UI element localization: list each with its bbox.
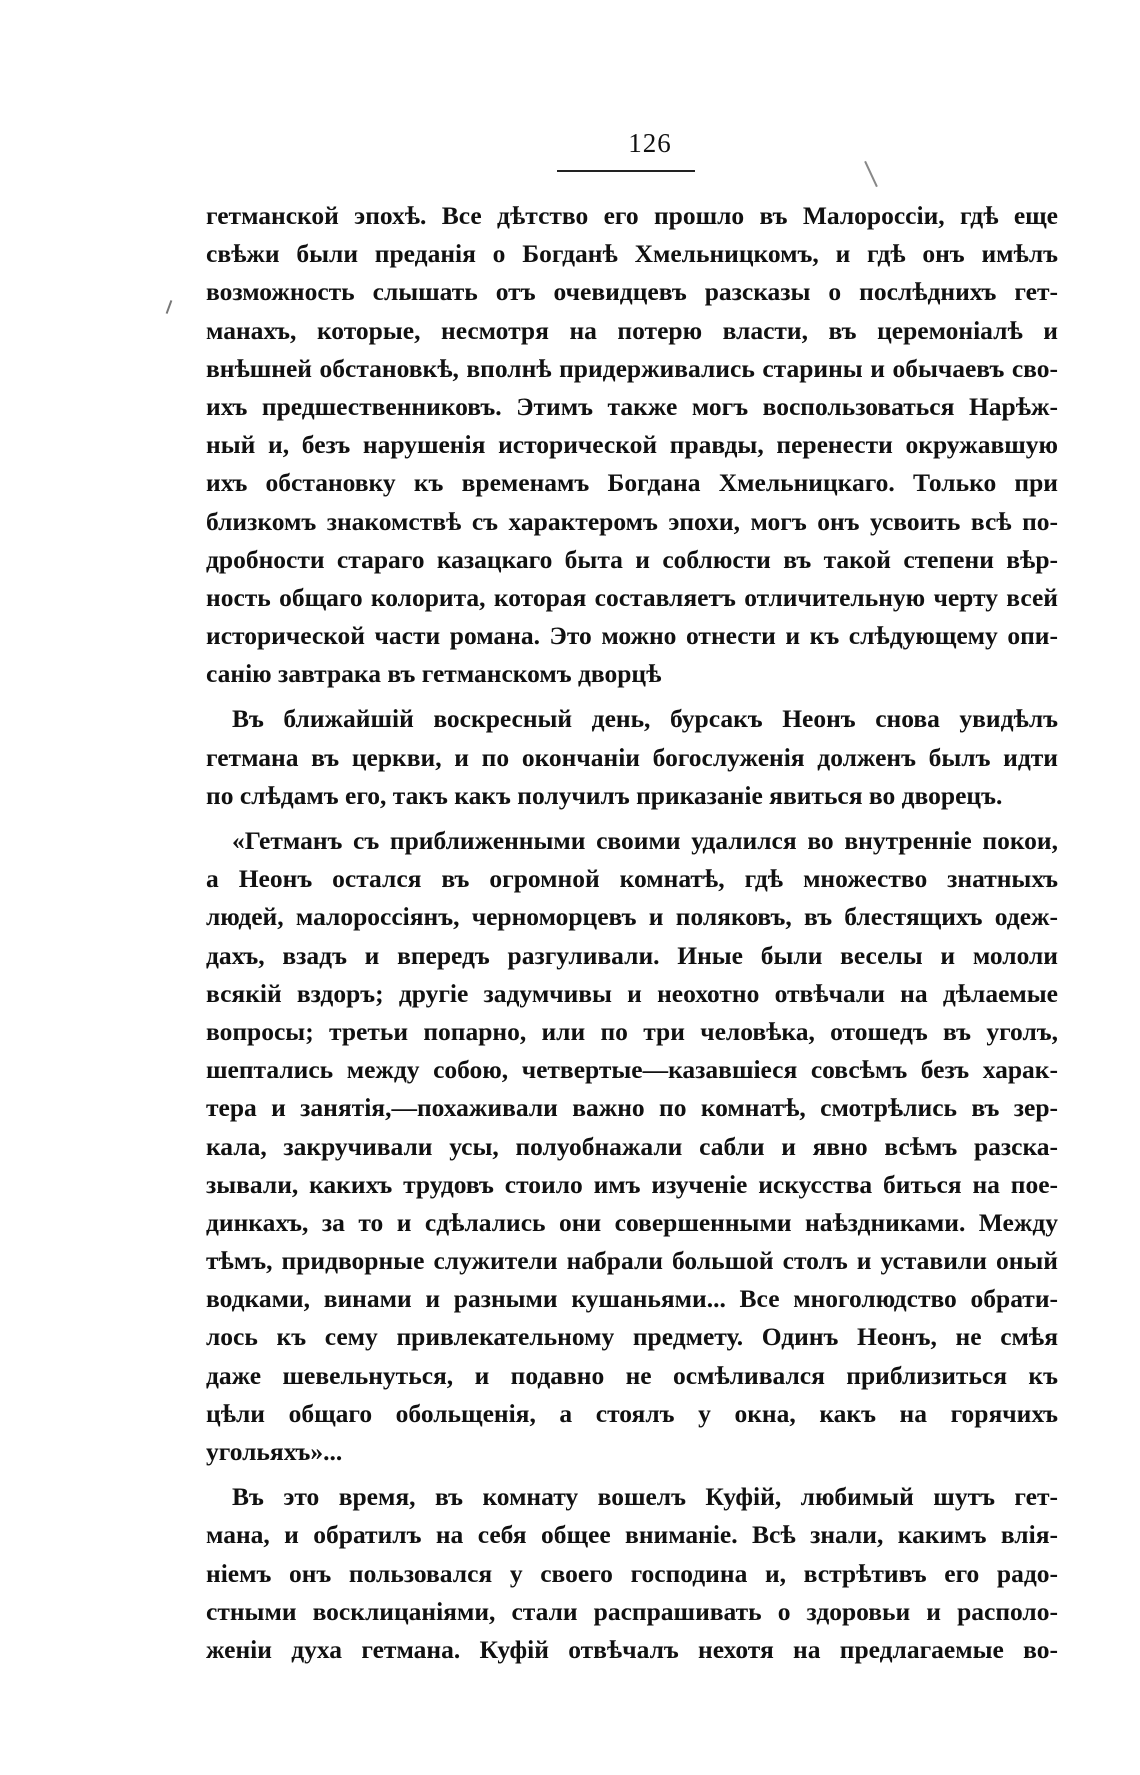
quote-line: вопросы; третьи попарно, или по три человѣка, отошедъ въ уголъ, [206,1016,1058,1046]
paragraph-1-line: манахъ, которые, несмотря на потерю власти, въ церемоніалѣ и [206,315,1058,345]
quote-line: людей, малороссіянъ, черноморцевъ и поляковъ, въ блестящихъ одеж- [206,902,1058,932]
paragraph-1-line: внѣшней обстановкѣ, вполнѣ придерживались старины и обычаевъ сво- [206,353,1058,383]
paragraph-1-line: дробности стараго казацкаго быта и соблюсти въ такой степени вѣр- [206,544,1058,574]
quote-line: а Неонъ остался въ огромной комнатѣ, гдѣ множество знатныхъ [206,864,1058,894]
paragraph-4-line: Въ это время, въ комнату вошелъ Куфій, любимый шутъ гет- [232,1482,1058,1512]
paragraph-1-line: свѣжи были преданія о Богданѣ Хмельницкомъ, и гдѣ онъ имѣлъ [206,239,1058,269]
quote-line: водками, винами и разными кушаньями... Все многолюдство обрати- [206,1284,1058,1314]
quote-line: «Гетманъ съ приближенными своими удалился во внутренніе покои, [232,826,1058,855]
paragraph-2-line: по слѣдамъ его, такъ какъ получилъ приказаніе явиться во дворецъ. [206,780,1003,810]
paragraph-1-line: исторической части романа. Это можно отнести и къ слѣдующему опи- [206,621,1058,651]
paragraph-4-line: женіи духа гетмана. Куфій отвѣчалъ нехотя на предлагаемые во- [206,1634,1058,1664]
quote-line: дахъ, взадъ и впередъ разгуливали. Иные были веселы и мололи [206,940,1058,970]
quote-line: даже шевельнуться, и подавно не осмѣливался приблизиться къ [206,1360,1058,1390]
quote-line: лось къ сему привлекательному предмету. Одинъ Неонъ, не смѣя [206,1322,1058,1352]
quote-line: кала, закручивали усы, полуобнажали сабли и явно всѣмъ разска- [206,1131,1058,1161]
paragraph-1-line: возможность слышать отъ очевидцевъ разсказы о послѣднихъ гет- [206,277,1058,307]
paragraph-gap [206,1471,1058,1478]
scan-mark [864,161,878,187]
margin-mark [166,300,173,314]
quote-line: угольяхъ»... [206,1437,343,1466]
quote-line: шептались между собою, четвертые—казавшіеся совсѣмъ безъ харак- [206,1055,1058,1085]
page-number: 126 [628,128,672,158]
paragraph-gap [206,693,1058,700]
paragraph-2-line: гетмана въ церкви, и по окончаніи богослуженія долженъ былъ идти [206,742,1058,772]
paragraph-4-line: мана, и обратилъ на себя общее вниманіе. Всѣ знали, какимъ влія- [206,1520,1058,1550]
quote-line: цѣли общаго обольщенія, а стоялъ у окна, какъ на горячихъ [206,1398,1058,1428]
body-text [206,197,1058,1669]
paragraph-1-line: ихъ обстановку къ временамъ Богдана Хмельницкаго. Только при [206,468,1058,498]
paragraph-4-line: ніемъ онъ пользовался у своего господина и, встрѣтивъ его радо- [206,1558,1058,1588]
paragraph-1-line: ность общаго колорита, которая составляетъ отличительную черту всей [206,582,1058,612]
paragraph-4-line: стными восклицаніями, стали распрашивать о здоровьи и располо- [206,1596,1058,1626]
quote-line: динкахъ, за то и сдѣлались они совершенными наѣздниками. Между [206,1207,1058,1237]
paragraph-1-line: санію завтрака въ гетманскомъ дворцѣ [206,659,662,689]
quote-line: тера и занятія,—похаживали важно по комнатѣ, смотрѣлись въ зер- [206,1093,1058,1123]
page-number-rule [557,170,695,172]
paragraph-1-line: ный и, безъ нарушенія исторической правды, перенести окружавшую [206,430,1058,460]
paragraph-1-line: гетманской эпохѣ. Все дѣтство его прошло въ Малороссіи, гдѣ еще [206,201,1058,230]
paragraph-gap [206,815,1058,822]
paragraph-2-line: Въ ближайшій воскресный день, бурсакъ Неонъ снова увидѣлъ [232,704,1058,734]
paragraph-1-line: близкомъ знакомствѣ съ характеромъ эпохи, могъ онъ усвоить всѣ по- [206,506,1058,536]
quote-line: зывали, какихъ трудовъ стоило имъ изученіе искусства биться на пое- [206,1169,1058,1199]
paragraph-1-line: ихъ предшественниковъ. Этимъ также могъ воспользоваться Нарѣж- [206,391,1058,421]
quote-line: тѣмъ, придворные служители набрали большой столъ и уставили оный [206,1246,1058,1276]
quote-line: всякій вздоръ; другіе задумчивы и неохотно отвѣчали на дѣлаемые [206,978,1058,1008]
